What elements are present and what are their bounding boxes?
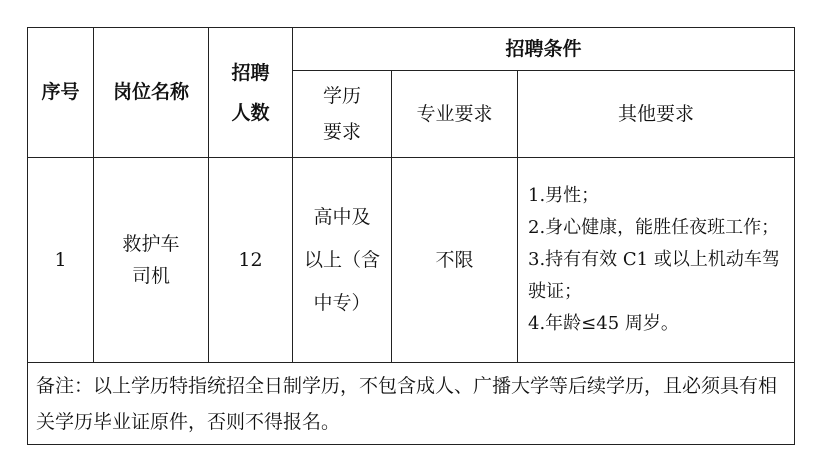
header-other: 其他要求 [518, 71, 795, 158]
recruitment-table [27, 27, 795, 445]
cell-position [94, 158, 209, 363]
other-requirement-item: 2.身心健康，能胜任夜班工作； [528, 217, 780, 238]
header-count-line1: 招聘 [231, 61, 270, 84]
note-text: 备注：以上学历特指统招全日制学历，不包含成人、广播大学等后续学历，且必须具有相关学历毕业证原件，否则不得报名。 [28, 363, 795, 445]
cell-count: 12 [209, 158, 293, 363]
header-index: 序号 [28, 28, 94, 158]
header-count [209, 28, 293, 158]
header-row-1 [28, 28, 795, 71]
other-requirements-list [528, 180, 788, 340]
header-count-line2: 人数 [231, 101, 270, 124]
cell-education-line1: 高中及 [313, 205, 371, 228]
header-major: 专业要求 [392, 71, 518, 158]
cell-education [293, 158, 392, 363]
note-row [28, 363, 795, 445]
table-row [28, 158, 795, 363]
other-requirement-item: 3.持有有效 C1 或以上机动车驾驶证； [528, 249, 780, 302]
other-requirement-item: 4.年龄≤45 周岁。 [528, 313, 679, 334]
header-conditions: 招聘条件 [293, 28, 795, 71]
cell-position-line2: 司机 [131, 265, 170, 287]
cell-major: 不限 [392, 158, 518, 363]
header-education-line2: 要求 [322, 121, 361, 143]
cell-other [518, 158, 795, 363]
header-education-line1: 学历 [322, 85, 361, 107]
cell-education-line3: 中专） [313, 291, 371, 314]
cell-education-line2: 以上（含 [303, 248, 380, 271]
header-education [293, 71, 392, 158]
other-requirement-item: 1.男性； [528, 185, 600, 206]
cell-position-line1: 救护车 [122, 232, 180, 255]
header-position: 岗位名称 [94, 28, 209, 158]
cell-index: 1 [28, 158, 94, 363]
